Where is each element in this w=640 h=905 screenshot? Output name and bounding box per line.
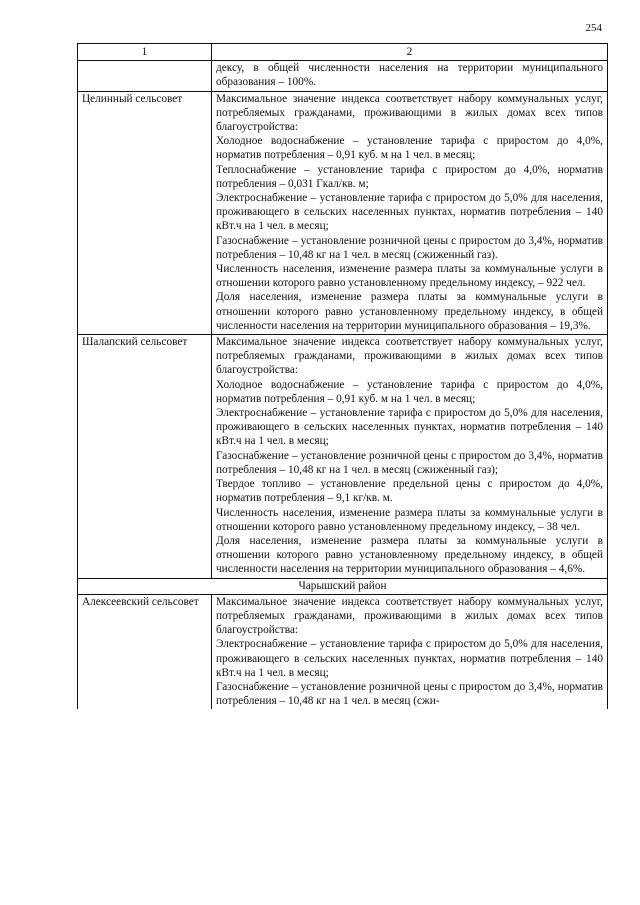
municipality-name: Алексеевский сельсовет [78, 594, 212, 709]
table-row [78, 335, 608, 578]
paragraph: Газоснабжение – установление розничной цены с приростом до 3,4%, норматив потребления – 10,48 кг на 1 чел. в месяц (сжи- [216, 680, 603, 708]
paragraph: Газоснабжение – установление розничной цены с приростом до 3,4%, норматив потребления – 10,48 кг на 1 чел. в месяц (сжиженный газ); [216, 449, 603, 476]
table-row [78, 61, 608, 91]
paragraph: Электроснабжение – установление тарифа с приростом до 5,0% для населения, проживающего в сельских населенных пунктах, норматив потребления – 140 кВт.ч на 1 чел. в месяц; [216, 192, 603, 233]
paragraph: Максимальное значение индекса соответствует набору коммунальных услуг, потребляемых гражданами, проживающими в жилых домах всех типов благоустройства: [216, 595, 603, 637]
description-cell [212, 61, 608, 91]
paragraph: Максимальное значение индекса соответствует набору коммунальных услуг, потребляемых гражданами, проживающими в жилых домах всех типов благоустройства: [216, 336, 603, 377]
document-table [77, 43, 608, 709]
table-row [78, 91, 608, 334]
paragraph: Теплоснабжение – установление тарифа с приростом до 4,0%, норматив потребления – 0,031 Гкал/кв. м; [216, 163, 603, 190]
paragraph: Твердое топливо – установление предельной цены с приростом до 4,0%, норматив потребления – 9,1 кг/кв. м. [216, 478, 603, 505]
paragraph: дексу, в общей численности населения на территории муниципального образования – 100%. [216, 62, 603, 89]
paragraph: Электроснабжение – установление тарифа с приростом до 5,0% для населения, проживающего в сельских населенных пунктах, норматив потребления – 140 кВт.ч на 1 чел. в месяц; [216, 638, 603, 679]
table-header-row [78, 44, 608, 61]
paragraph: Численность населения, изменение размера платы за коммунальные услуги в отношении которого равно установленному предельному индексу, – 922 чел. [216, 263, 603, 290]
paragraph: Электроснабжение – установление тарифа с приростом до 5,0% для населения, проживающего в сельских населенных пунктах, норматив потребления – 140 кВт.ч на 1 чел. в месяц; [216, 407, 603, 448]
district-row [78, 578, 608, 594]
page-number: 254 [585, 22, 602, 34]
paragraph: Доля населения, изменение размера платы за коммунальные услуги в отношении которого равно установленному предельному индексу, в общей численности населения на территории муниципального образования – 4,6%. [216, 534, 603, 576]
description-cell [212, 335, 608, 578]
paragraph: Газоснабжение – установление розничной цены с приростом до 3,4%, норматив потребления – 10,48 кг на 1 чел. в месяц (сжиженный газ). [216, 234, 603, 261]
paragraph: Холодное водоснабжение – установление тарифа с приростом до 4,0%, норматив потребления – 0,91 куб. м на 1 чел. в месяц; [216, 135, 603, 162]
district-heading: Чарышский район [78, 578, 608, 594]
municipality-name [78, 61, 212, 91]
description-cell [212, 91, 608, 334]
table-row [78, 594, 608, 709]
column-header-2: 2 [212, 44, 608, 61]
paragraph: Максимальное значение индекса соответствует набору коммунальных услуг, потребляемых гражданами, проживающими в жилых домах всех типов благоустройства: [216, 92, 603, 134]
paragraph: Доля населения, изменение размера платы за коммунальные услуги в отношении которого равно установленному предельному индексу, в общей численности населения на территории муниципального образования – 19,3%. [216, 291, 603, 332]
column-header-1: 1 [78, 44, 212, 61]
municipality-name: Целинный сельсовет [78, 91, 212, 334]
description-cell [212, 594, 608, 709]
municipality-name: Шалапский сельсовет [78, 335, 212, 578]
paragraph: Холодное водоснабжение – установление тарифа с приростом до 4,0%, норматив потребления – 0,91 куб. м на 1 чел. в месяц; [216, 378, 603, 405]
paragraph: Численность населения, изменение размера платы за коммунальные услуги в отношении которого равно установленному предельному индексу, – 38 чел. [216, 506, 603, 533]
